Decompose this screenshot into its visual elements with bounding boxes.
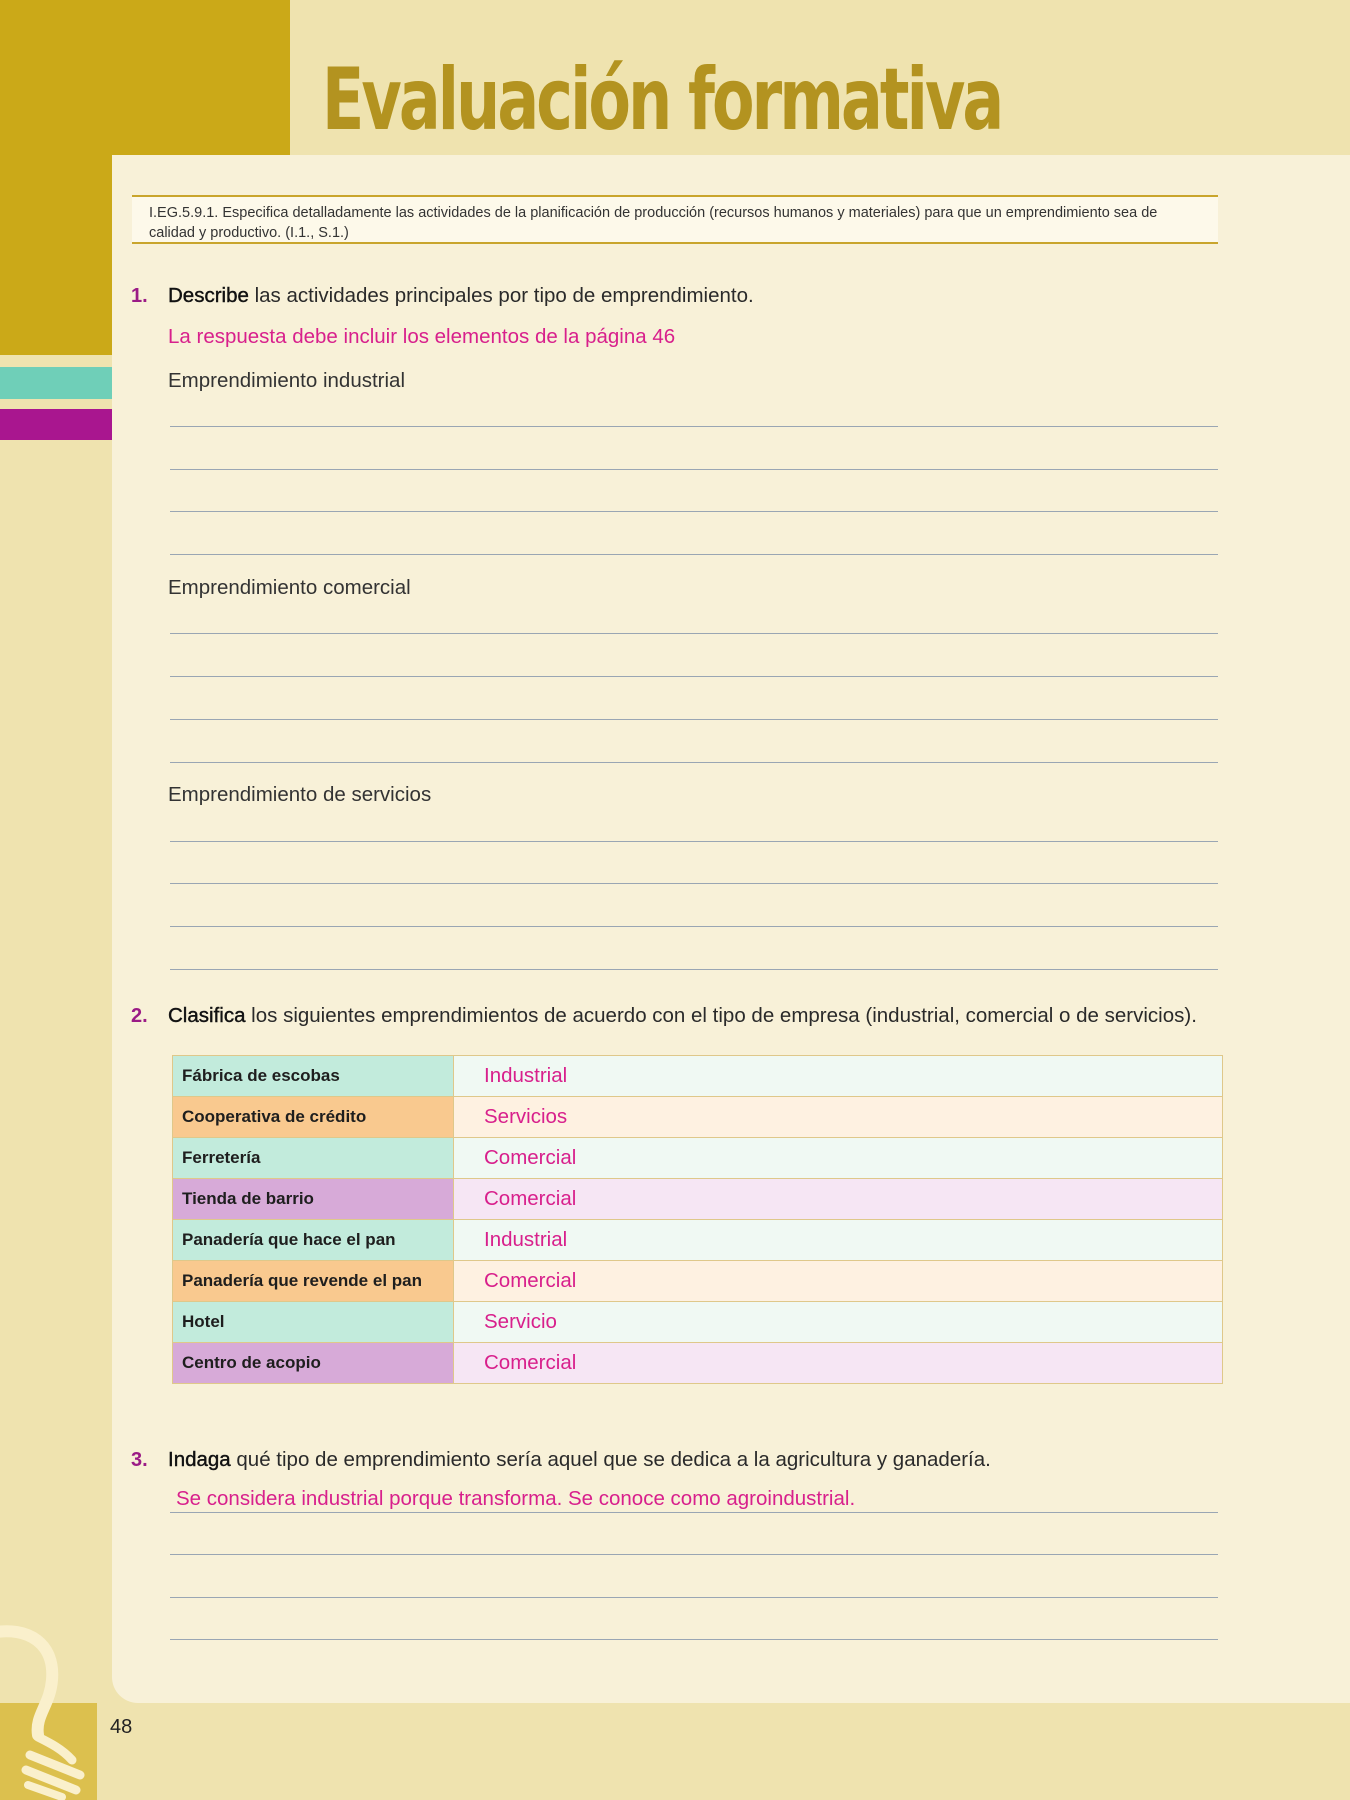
answer-line[interactable]: [170, 969, 1218, 970]
business-name: Cooperativa de crédito: [173, 1097, 454, 1138]
question-2-text: [168, 1004, 1197, 1028]
business-name: Panadería que revende el pan: [173, 1261, 454, 1302]
question-1-text: [168, 284, 754, 308]
question-3-verb: Indaga: [168, 1448, 231, 1471]
page-title: Evaluación formativa: [322, 50, 1002, 150]
answer-line[interactable]: [170, 1554, 1218, 1555]
question-2-number: 2.: [131, 1005, 148, 1027]
table-row: [173, 1138, 1223, 1179]
question-1-number: 1.: [131, 285, 148, 307]
answer-line[interactable]: [170, 511, 1218, 512]
question-1-verb: Describe: [168, 284, 249, 307]
business-type-answer[interactable]: Industrial: [454, 1056, 1223, 1097]
answer-line[interactable]: [170, 841, 1218, 842]
teal-stripe: [0, 367, 112, 399]
business-type-answer[interactable]: Comercial: [454, 1261, 1223, 1302]
section-label-servicios: Emprendimiento de servicios: [168, 783, 432, 806]
answer-line[interactable]: [170, 762, 1218, 763]
answer-line[interactable]: [170, 719, 1218, 720]
section-label-industrial: Emprendimiento industrial: [168, 369, 406, 392]
question-2-verb: Clasifica: [168, 1004, 246, 1027]
business-name: Hotel: [173, 1302, 454, 1343]
answer-line[interactable]: [170, 554, 1218, 555]
question-2-prompt: los siguientes emprendimientos de acuerdo con el tipo de empresa (industrial, comercial o de servicios).: [245, 1004, 1197, 1027]
answer-line[interactable]: [170, 1512, 1218, 1513]
question-3-text: [168, 1448, 991, 1472]
table-row: [173, 1302, 1223, 1343]
business-type-answer[interactable]: Comercial: [454, 1343, 1223, 1384]
table-row: [173, 1179, 1223, 1220]
evaluation-criterion: I.EG.5.9.1. Especifica detalladamente las actividades de la planificación de producción (recursos humanos y materiales) para que un emprendimiento sea de calidad y productivo. (I.1., S.1.): [132, 195, 1218, 244]
answer-line[interactable]: [170, 926, 1218, 927]
business-name: Fábrica de escobas: [173, 1056, 454, 1097]
business-name: Centro de acopio: [173, 1343, 454, 1384]
question-1-prompt: las actividades principales por tipo de emprendimiento.: [248, 284, 754, 307]
table-row: [173, 1220, 1223, 1261]
business-type-answer[interactable]: Servicio: [454, 1302, 1223, 1343]
business-type-answer[interactable]: Comercial: [454, 1179, 1223, 1220]
question-1-answer: La respuesta debe incluir los elementos de la página 46: [168, 325, 676, 348]
table-row: [173, 1261, 1223, 1302]
business-name: Panadería que hace el pan: [173, 1220, 454, 1261]
lightbulb-icon: [0, 1625, 110, 1800]
business-type-answer[interactable]: Industrial: [454, 1220, 1223, 1261]
answer-line[interactable]: [170, 469, 1218, 470]
question-3-answer: Se considera industrial porque transforma. Se conoce como agroindustrial.: [176, 1487, 856, 1510]
table-row: [173, 1056, 1223, 1097]
business-type-answer[interactable]: Servicios: [454, 1097, 1223, 1138]
page-number: 48: [110, 1716, 133, 1738]
question-3-number: 3.: [131, 1449, 148, 1471]
classification-table: [172, 1055, 1223, 1384]
magenta-stripe: [0, 409, 112, 440]
answer-line[interactable]: [170, 633, 1218, 634]
question-3-prompt: qué tipo de emprendimiento sería aquel que se dedica a la agricultura y ganadería.: [230, 1448, 991, 1471]
answer-line[interactable]: [170, 1597, 1218, 1598]
answer-line[interactable]: [170, 1639, 1218, 1640]
answer-line[interactable]: [170, 676, 1218, 677]
answer-line[interactable]: [170, 883, 1218, 884]
business-type-answer[interactable]: Comercial: [454, 1138, 1223, 1179]
table-row: [173, 1343, 1223, 1384]
answer-line[interactable]: [170, 426, 1218, 427]
table-row: [173, 1097, 1223, 1138]
business-name: Tienda de barrio: [173, 1179, 454, 1220]
business-name: Ferretería: [173, 1138, 454, 1179]
section-label-comercial: Emprendimiento comercial: [168, 576, 411, 599]
